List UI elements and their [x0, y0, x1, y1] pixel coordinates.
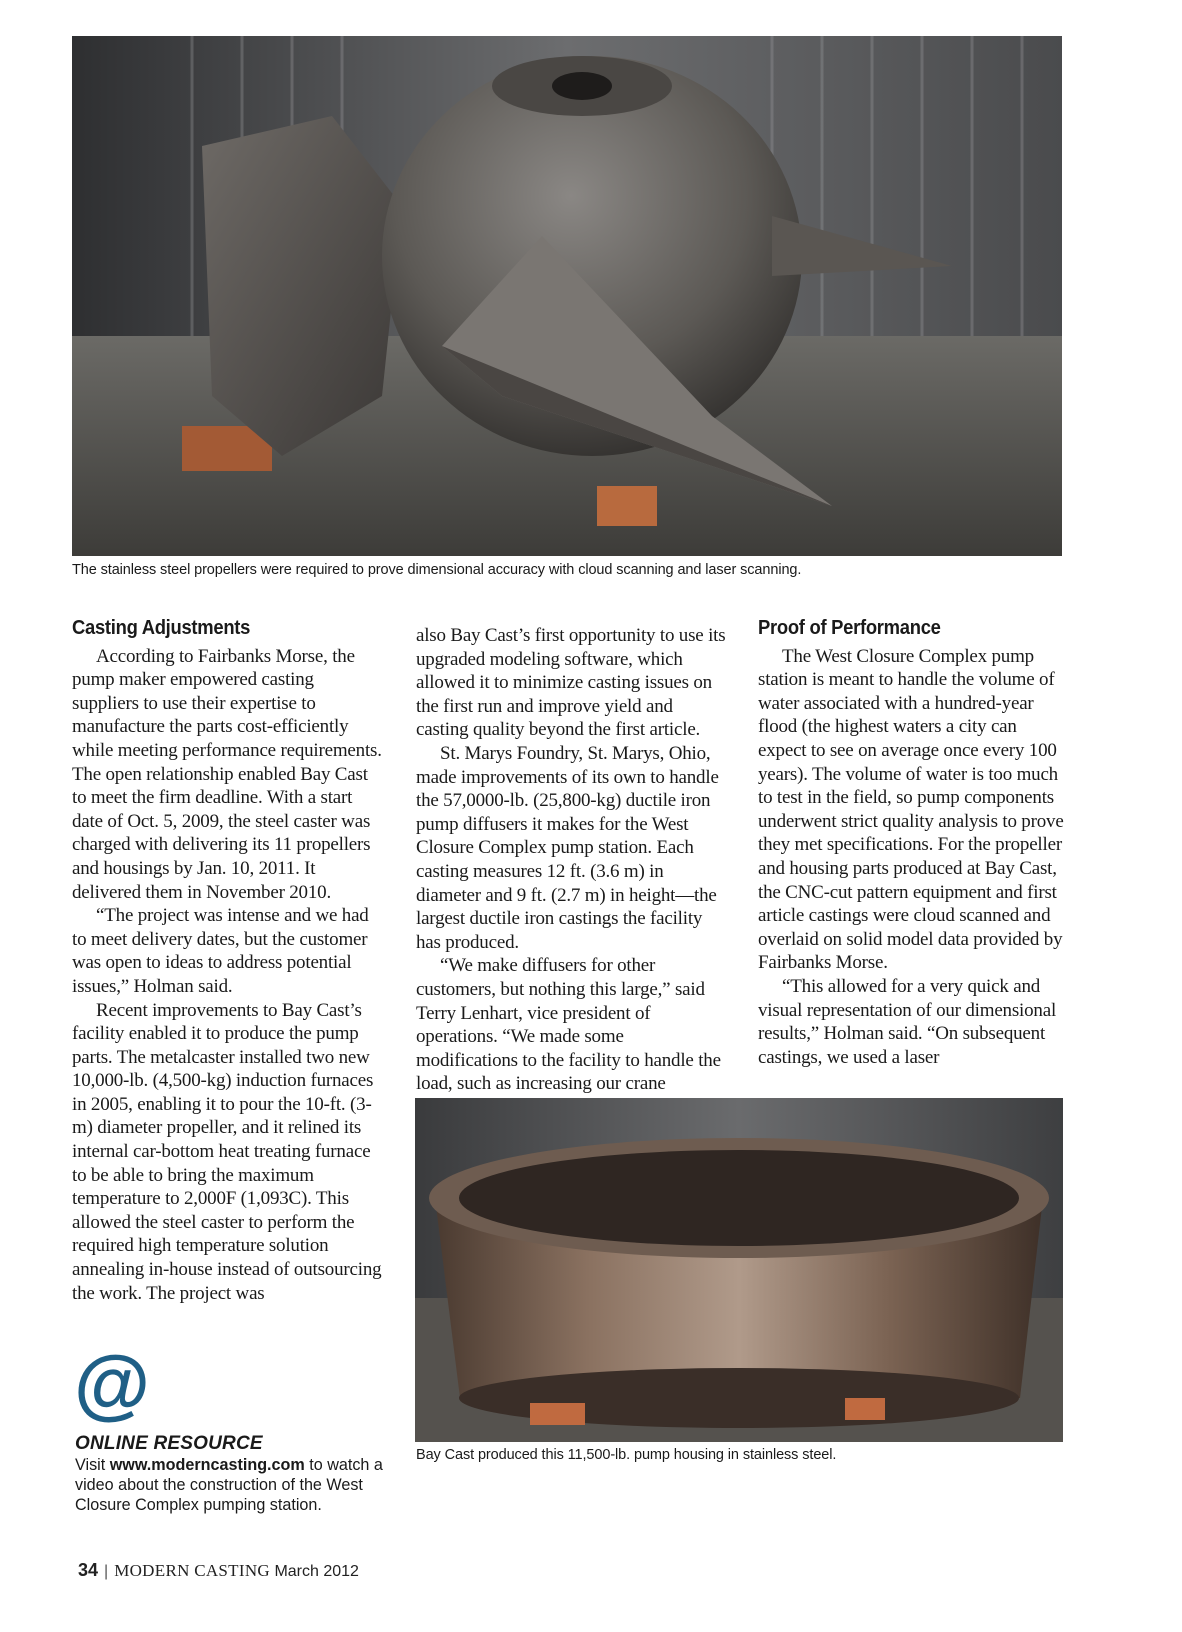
- paragraph: “This allowed for a very quick and visual representation of our dimensional results,” Holman said. “On subsequent castings, we used a laser: [758, 975, 1057, 1068]
- paragraph: St. Marys Foundry, St. Marys, Ohio, made improvements of its own to handle the 57,0000-lb. (25,800-kg) ductile iron pump diffusers it makes for the West Closure Complex pump station. Each casting measures 12 ft. (3.6 m) in diameter and 9 ft. (2.7 m) in height—the largest ductile iron castings the facility has produced.: [416, 742, 719, 953]
- online-resource: [75, 1350, 405, 1515]
- paragraph: According to Fairbanks Morse, the pump maker empowered casting suppliers to use their expertise to manufacture the parts cost-efficiently while meeting performance requirements. The open relationship enabled Bay Cast to meet the firm deadline. With a start date of Oct. 5, 2009, the steel caster was charged with delivering its 11 propellers and housings by Jan. 10, 2011. It delivered them in November 2010.: [72, 645, 382, 903]
- paragraph: Recent improvements to Bay Cast’s facility enabled it to produce the pump parts. The metalcaster installed two new 10,000-lb. (4,500-kg) induction furnaces in 2005, enabling it to pour the 10-ft. (3-m) diameter propeller, and it relined its internal car-bottom heat treating furnace to be able to bring the maximum temperature to 2,000F (1,093C). This allowed the steel caster to perform the required high temperature solution annealing in-house instead of outsourcing the work. The project was: [72, 999, 382, 1304]
- section-heading: Casting Adjustments: [72, 617, 251, 639]
- at-sign-icon: [75, 1350, 149, 1424]
- section-heading: Proof of Performance: [758, 617, 941, 639]
- online-resource-title: ONLINE RESOURCE: [75, 1433, 263, 1454]
- propeller-photo: [72, 36, 1062, 556]
- photo-caption-top: The stainless steel propellers were required to prove dimensional accuracy with cloud scanning and laser scanning.: [72, 562, 802, 578]
- column-1: [72, 617, 384, 1305]
- paragraph: also Bay Cast’s first opportunity to use its upgraded modeling software, which allowed it to minimize casting issues on the first run and improve yield and casting quality beyond the first article.: [416, 625, 726, 741]
- page-number: 34: [78, 1560, 99, 1580]
- svg-text:@: @: [75, 1350, 149, 1424]
- issue-date: March 2012: [274, 1563, 359, 1580]
- paragraph: “We make diffusers for other customers, but nothing this large,” said Terry Lenhart, vice president of operations. “We made some modifications to the facility to handle the load, such as increasing our crane: [416, 955, 721, 1095]
- paragraph: “The project was intense and we had to meet delivery dates, but the customer was open to ideas to address potential issues,” Holman said.: [72, 905, 369, 997]
- page-footer: 34 | MODERN CASTING March 2012: [78, 1560, 359, 1580]
- website-link[interactable]: www.moderncasting.com: [109, 1455, 305, 1474]
- paragraph: The West Closure Complex pump station is meant to handle the volume of water associated with a hundred-year flood (the highest waters a city can expect to see on average once every 100 years). The volume of water is too much to test in the field, so pump components underwent strict quality analysis to prove they met specifications. For the propeller and housing parts produced at Bay Cast, the CNC-cut pattern equipment and first article castings were cloud scanned and overlaid on solid model data provided by Fairbanks Morse.: [758, 645, 1064, 974]
- column-2: [416, 624, 728, 1119]
- online-resource-text: Visit www.moderncasting.com to watch a video about the construction of the West Closure Complex pumping station.: [75, 1455, 383, 1514]
- column-3: [758, 617, 1068, 1069]
- magazine-name: MODERN CASTING: [114, 1561, 270, 1580]
- photo-caption-bottom: Bay Cast produced this 11,500-lb. pump housing in stainless steel.: [416, 1447, 837, 1463]
- pump-housing-photo: [415, 1098, 1063, 1442]
